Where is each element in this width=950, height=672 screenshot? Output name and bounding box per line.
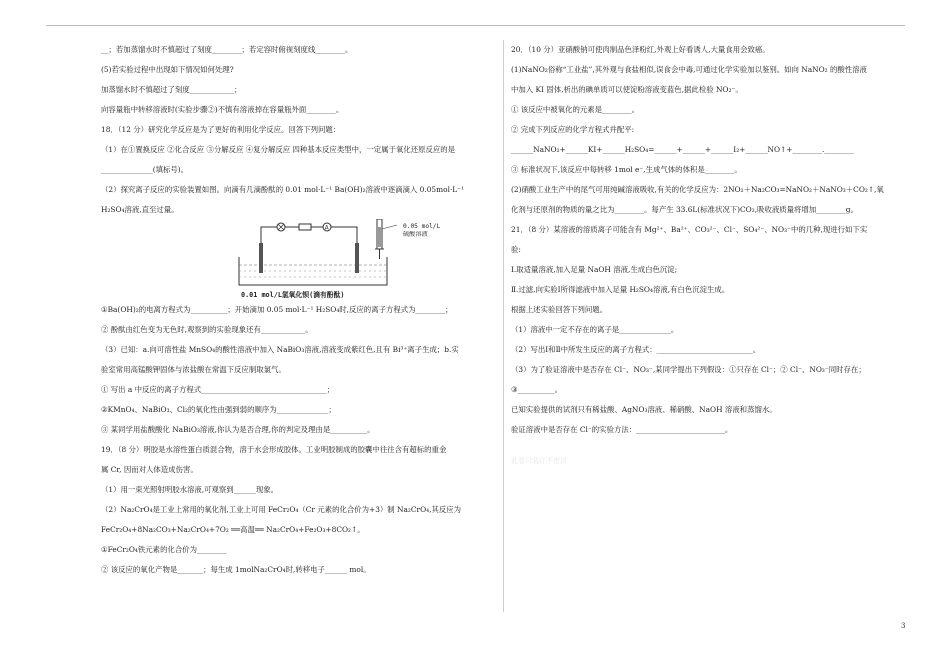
svg-text:A: A xyxy=(324,224,329,232)
text-line: Ⅱ.过滤,向实验Ⅰ所得滤液中加入足量 H₂SO₄溶液,有白色沉淀生成。 xyxy=(511,285,730,294)
text-line: ② 完成下列反应的化学方程式并配平: xyxy=(511,125,635,134)
text-line: H₂SO₄溶液,直至过量。 xyxy=(101,205,179,214)
text-line: 验证溶液中是否存在 Cl⁻的实验方法：________________________。 xyxy=(511,425,733,434)
text-line: ①FeCr₂O₄铁元素的化合价为________ xyxy=(101,545,227,554)
text-line: （2）写出Ⅰ和Ⅱ中所发生反应的离子方程式：__________________________。 xyxy=(511,345,761,354)
text-line: （2）Na₂CrO₄是工业上常用的氧化剂,工业上可用 FeCr₂O₄（Cr 元素的化合价为+3）制 Na₂CrO₄,其反应为 xyxy=(101,505,462,514)
text-line: （1）用一束光照射明胶水溶液,可观察到______现象。 xyxy=(101,485,279,494)
text-line: 验: xyxy=(511,245,521,254)
page-number: 3 xyxy=(901,622,906,630)
question-20-title: 20．（10 分）亚硝酸钠可使肉制品色泽粉红,外观上好看诱人,大量食用会致癌。 xyxy=(511,45,770,54)
text-line: ②KMnO₄、NaBiO₃、Cl₂的氧化性由强到弱的顺序为______________； xyxy=(101,405,336,414)
text-line: ③__________。 xyxy=(511,385,562,394)
text-line: 已知实验提供的试剂只有稀盐酸、AgNO₃溶液、稀硝酸、NaOH 溶液和蒸馏水。 xyxy=(511,405,777,414)
text-line: ② 酚酞由红色变为无色时,观察到的实验现象还有____________。 xyxy=(101,325,313,334)
acid-label xyxy=(403,223,440,239)
text-line: 加蒸馏水时不慎超过了刻度____________； xyxy=(101,85,242,94)
text-line: ① 该反应中被氧化的元素是________。 xyxy=(511,105,639,114)
text-line: 化剂与还原剂的物质的量之比为________。每产生 33.6L(标准状况下)CO₂,吸收液质量将增加________g。 xyxy=(511,205,858,214)
watermark: 此卷只装订不密封 xyxy=(511,457,567,465)
acid-concentration: 0.05 mol/L xyxy=(403,223,441,230)
question-19-title: 19．（8 分）明胶是水溶性蛋白质混合物，溶于水会形成胶体。工业明胶制成的胶囊中往往含有超标的重金 xyxy=(101,445,447,454)
text-line: ①Ba(OH)₂的电离方程式为__________；开始滴加 0.05 mol·L⁻¹ H₂SO₄时,反应的离子方程式为________； xyxy=(101,305,453,314)
left-column xyxy=(101,44,497,575)
text-line: Ⅰ.取适量溶液,加入足量 NaOH 溶液,生成白色沉淀; xyxy=(511,265,678,274)
text-line: （1）溶液中一定不存在的离子是______________。 xyxy=(511,325,679,334)
text-line: ① 写出 a 中反应的离子方程式__________________________________； xyxy=(101,385,335,394)
text-line: 根据上述实验回答下列问题。 xyxy=(511,305,608,314)
text-line: 验室常用高锰酸钾固体与浓盐酸在常温下反应制取氯气。 xyxy=(101,365,286,374)
balance-equation: ______NaNO₂+______KI+______H₂SO₄=______+______+______I₂+______NO↑+________.________ xyxy=(511,145,854,154)
text-line: 向容量瓶中转移溶液时(实验步骤②)不慎有溶液掉在容量瓶外面________。 xyxy=(101,105,344,114)
acid-name: 硫酸溶液 xyxy=(403,231,428,238)
text-line: __；若加蒸馏水时不慎超过了刻度________；若定容时俯视刻度线________。 xyxy=(101,45,353,54)
header-rule xyxy=(46,25,905,26)
conductivity-apparatus-diagram xyxy=(237,219,407,289)
text-line: ② 该反应的氧化产物是_______；每生成 1molNa₂CrO₄时,转移电子______ mol。 xyxy=(101,565,371,574)
figure-caption: 0.01 mol/L氢氧化钡(滴有酚酞) xyxy=(241,291,345,299)
question-21-title: 21．（8 分）某溶液的溶质离子可能含有 Mg²⁺、Ba²⁺、CO₃²⁻、Cl⁻、SO₄²⁻、NO₃⁻中的几种,现进行如下实 xyxy=(511,225,868,234)
text-line: （3）为了验证溶液中是否存在 Cl⁻、NO₃⁻,某同学提出下列假设：①只存在 Cl⁻；② Cl⁻、NO₃⁻同时存在； xyxy=(511,365,866,374)
text-line: ③ 标准状况下,该反应中每转移 1mol e⁻,生成气体的体积是________。 xyxy=(511,165,742,174)
apparatus-figure xyxy=(101,219,497,301)
text-line: 属 Cr, 因而对人体造成伤害。 xyxy=(101,465,198,474)
text-line: ③ 某同学用盐酸酸化 NaBiO₃溶液,你认为是否合理,你的判定及理由是__________。 xyxy=(101,425,375,434)
text-line: （1）在①置换反应 ②化合反应 ③分解反应 ④复分解反应 四种基本反应类型中，一定属于氧化还原反应的是 xyxy=(101,145,456,154)
text-line: （2）探究离子反应的实验装置如图。向滴有几滴酚酞的 0.01 mol·L⁻¹ Ba(OH)₂溶液中逐滴滴入 0.05mol·L⁻¹ xyxy=(101,185,465,194)
text-line: 中加入 KI 固体,析出的碘单质可以使淀粉溶液变蓝色,据此检验 NO₂⁻。 xyxy=(511,85,743,94)
reaction-equation: FeCr₂O₄+8Na₂CO₃+Na₂CrO₄+7O₂ ══高温══ Na₂CrO₄+Fe₂O₃+8CO₂↑。 xyxy=(101,525,365,534)
text-line: (5)若实验过程中出现如下情况如何处理? xyxy=(101,65,234,74)
question-18-title: 18．（12 分）研究化学反应是为了更好的利用化学反应。回答下列问题： xyxy=(101,125,341,134)
text-line: (2)硝酸工业生产中的尾气可用纯碱溶液吸收,有关的化学反应为：2NO₂＋Na₂CO₃=NaNO₂＋NaNO₃＋CO₂↑,氧 xyxy=(511,185,884,194)
text-line: (1)NaNO₂俗称“工业盐”,其外观与食盐相似,误食会中毒,可通过化学实验加以鉴别。如向 NaNO₂ 的酸性溶液 xyxy=(511,65,867,74)
column-divider xyxy=(503,40,504,612)
right-column xyxy=(511,44,906,435)
text-line: （3）已知：a.向可溶性盐 MnSO₄的酸性溶液中加入 NaBiO₃溶液,溶液变成紫红色,且有 Bi³⁺离子生成；b.实 xyxy=(101,345,459,354)
text-line: ______________(填标号)。 xyxy=(101,165,189,174)
